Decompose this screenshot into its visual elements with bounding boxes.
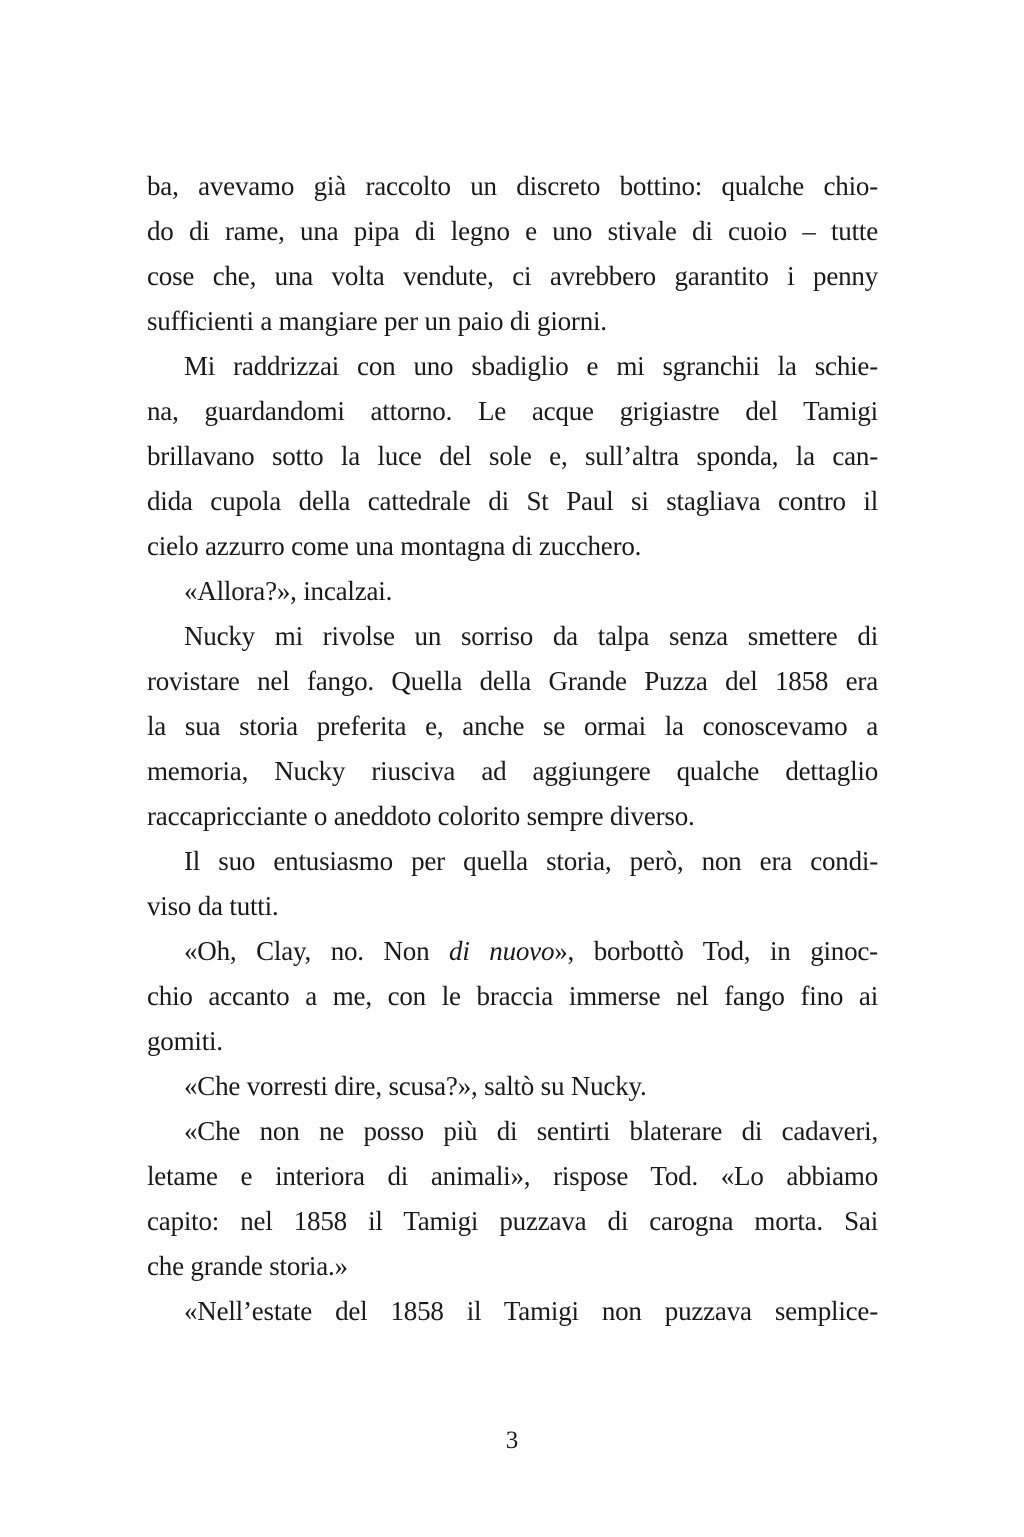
text-line: «Allora?», incalzai.	[184, 576, 393, 606]
text-line: «Che vorresti dire, scusa?», saltò su Nucky.	[184, 1071, 647, 1101]
body-text	[147, 164, 878, 1334]
text-line: che grande storia.»	[147, 1251, 348, 1281]
text-line: memoria, Nucky riusciva ad aggiungere qualche dettaglio	[147, 756, 878, 786]
text-line: do di rame, una pipa di legno e uno stivale di cuoio – tutte	[147, 216, 878, 246]
text-line: cielo azzurro come una montagna di zucchero.	[147, 531, 642, 561]
text-line: capito: nel 1858 il Tamigi puzzava di carogna morta. Sai	[147, 1206, 878, 1236]
text-line: gomiti.	[147, 1026, 223, 1056]
page-number: 3	[505, 1427, 519, 1454]
text-line: Mi raddrizzai con uno sbadiglio e mi sgranchii la schie-	[184, 351, 878, 381]
text-line: dida cupola della cattedrale di St Paul si stagliava contro il	[147, 486, 878, 516]
text-line: ba, avevamo già raccolto un discreto bottino: qualche chio-	[147, 171, 878, 201]
text-line: la sua storia preferita e, anche se ormai la conoscevamo a	[147, 711, 878, 741]
text-line: na, guardandomi attorno. Le acque grigiastre del Tamigi	[147, 396, 878, 426]
text-line: letame e interiora di animali», rispose Tod. «Lo abbiamo	[147, 1161, 878, 1191]
text-line: sufficienti a mangiare per un paio di giorni.	[147, 306, 607, 336]
text-line: chio accanto a me, con le braccia immerse nel fango fino ai	[147, 981, 878, 1011]
text-line: rovistare nel fango. Quella della Grande Puzza del 1858 era	[147, 666, 878, 696]
text-line: cose che, una volta vendute, ci avrebbero garantito i penny	[147, 261, 878, 291]
text-line: viso da tutti.	[147, 891, 279, 921]
italic-emphasis: di nuovo	[449, 936, 555, 966]
text-line: Il suo entusiasmo per quella storia, però, non era condi-	[184, 846, 878, 876]
text-line: «Nell’estate del 1858 il Tamigi non puzzava semplice-	[184, 1296, 878, 1326]
text-line: «Che non ne posso più di sentirti blaterare di cadaveri,	[184, 1116, 878, 1146]
text-line: Nucky mi rivolse un sorriso da talpa senza smettere di	[184, 621, 878, 651]
text-line: raccapricciante o aneddoto colorito sempre diverso.	[147, 801, 695, 831]
text-line: brillavano sotto la luce del sole e, sull’altra sponda, la can-	[147, 441, 878, 471]
text-line: «Oh, Clay, no. Non di nuovo», borbottò Tod, in ginoc-	[184, 936, 878, 966]
